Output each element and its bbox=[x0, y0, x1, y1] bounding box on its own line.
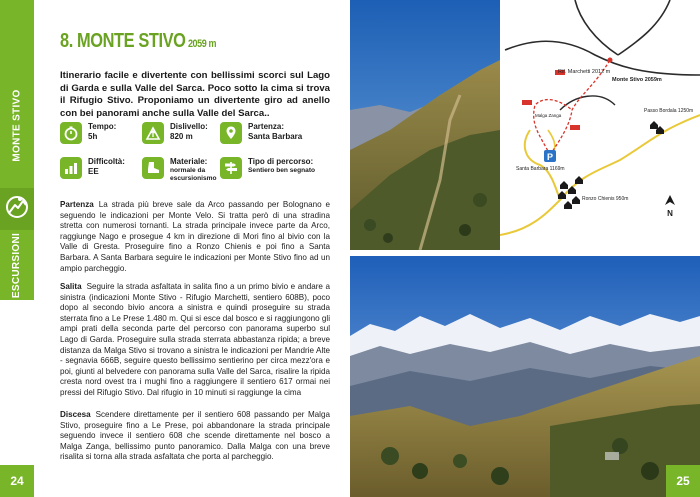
materiale-value: normale da escursionismo bbox=[170, 166, 217, 182]
info-tempo bbox=[60, 122, 116, 144]
materiale-label: Materiale: bbox=[170, 157, 208, 166]
page-number-left: 24 bbox=[10, 474, 24, 488]
partenza-text: La strada più breve sale da Arco passando per Bolognano e seguendo le indicazioni per Monte Velo. Si tratta però di una stradina stretta con numerosi tornanti. La strada principale invece parte da Arco, raggiunge Nago e prosegue 4 km in direzione di Mori fino al bivio con la Valle di Gresta. Proseguire fino a Ronzo Chienis e poi fino a Santa Barbara. A Santa Barbara seguire le indicazioni per Monte Stivo fino ad un ampio parcheggio. bbox=[60, 200, 330, 273]
title-text: 8. MONTE STIVO bbox=[60, 30, 186, 52]
north-label: N bbox=[667, 209, 673, 218]
map-label-ronzo-chienis: Ronzo Chienis 950m bbox=[582, 196, 629, 202]
tempo-label: Tempo: bbox=[88, 122, 117, 131]
page-number-right: 25 bbox=[666, 465, 700, 497]
alpine-panorama-photo bbox=[350, 256, 700, 497]
side-label-route: MONTE STIVO bbox=[11, 88, 23, 162]
info-dislivello bbox=[142, 122, 208, 144]
section-partenza bbox=[60, 200, 330, 274]
difficulty-bars-icon bbox=[60, 157, 82, 179]
discesa-text: Scendere direttamente per il sentiero 608 passando per Malga Stivo, proseguire fino a Le Prese, poi abbandonare la strada principale seguendo invece il sentiero 608 che scende direttamente nel bosco a Malga Zanga, bellissimo punto panoramico. Dalla Malga con una breve risalita si torna alla strada asfaltata che porta al parcheggio. bbox=[60, 410, 330, 462]
map-label-santa-barbara: Santa Barbara 1169m bbox=[516, 166, 565, 172]
climber-icon bbox=[5, 193, 29, 223]
map-label-malga-zanga: Malga Zanga bbox=[535, 113, 562, 118]
side-band bbox=[0, 0, 34, 497]
tempo-value: 5h bbox=[88, 131, 98, 141]
parking-label: P bbox=[546, 152, 554, 162]
intro-paragraph: Itinerario facile e divertente con bellissimi scorci sul Lago di Garda e sulla Valle del Sarca. Poco sotto la cima si trova il Rifugio Stivo. Proponiamo un divertente giro ad anello con bei panorami anche sulla Valle del Sarca.. bbox=[60, 70, 330, 119]
dislivello-label: Dislivello: bbox=[170, 122, 208, 131]
tipo-value: Sentiero ben segnato bbox=[248, 166, 316, 174]
section-salita bbox=[60, 282, 330, 399]
elevation-icon bbox=[142, 122, 164, 144]
info-difficolta bbox=[60, 157, 125, 179]
difficolta-label: Difficoltà: bbox=[88, 157, 125, 166]
summit-marker bbox=[608, 58, 613, 63]
info-materiale bbox=[142, 157, 230, 183]
difficolta-value: EE bbox=[88, 166, 99, 176]
tipo-label: Tipo di percorso: bbox=[248, 157, 314, 166]
page-title bbox=[60, 30, 216, 53]
map-label-rif-marchetti: Rif. Marchetti 2012 m bbox=[558, 69, 611, 75]
salita-heading: Salita bbox=[60, 282, 82, 291]
stopwatch-icon bbox=[60, 122, 82, 144]
salita-text: Seguire la strada asfaltata in salita fino a un primo bivio e andare a sinistra (indicazioni Monte Stivo - Rifugio Marchetti, sentiero 608B), poco dopo al secondo bivio ancora a sinistra e quindi proseguire su strada sterrata fino a Le Prese 1.480 m. Qui si esce dal bosco e si raggiungono gli ampi prati della seconda parte del percorso con panorama superbo sul Lago di Garda. Proseguire sulla strada sterrata abbastanza ripida; a breve distanza da Malga Stivo si trovano a sinistra le indicazioni per Mandrie Alte - segnavia 666B, seguire questo bellissimo sentierino per circa mezz'ora e poi, giunti al belvedere con panorama sulla Valle del Sarca, risalire la ripida cresta nord ovest tra i mughi fino a raggiungere il sentiero 617 ormai nei pressi del Rifugio Stivo. Dal rifugio in 10 minuti si raggiunge la cima bbox=[60, 282, 330, 397]
signpost-icon bbox=[220, 157, 242, 179]
discesa-heading: Discesa bbox=[60, 410, 91, 419]
route-map bbox=[500, 0, 700, 250]
dislivello-value: 820 m bbox=[170, 131, 193, 141]
info-partenza bbox=[220, 122, 302, 144]
partenza-label: Partenza: bbox=[248, 122, 285, 131]
partenza-value: Santa Barbara bbox=[248, 131, 303, 141]
section-discesa bbox=[60, 410, 330, 463]
title-altitude: 2059 m bbox=[187, 38, 217, 50]
map-label-passo-bordala: Passo Bordala 1250m bbox=[644, 108, 694, 114]
partenza-heading: Partenza bbox=[60, 200, 94, 209]
side-label-section: ESCURSIONI bbox=[11, 232, 23, 298]
location-pin-icon bbox=[220, 122, 242, 144]
info-tipo-percorso bbox=[220, 157, 315, 179]
ridge-photo bbox=[350, 0, 500, 250]
map-label-monte-stivo: Monte Stivo 2059m bbox=[612, 77, 662, 83]
boot-icon bbox=[142, 157, 164, 179]
